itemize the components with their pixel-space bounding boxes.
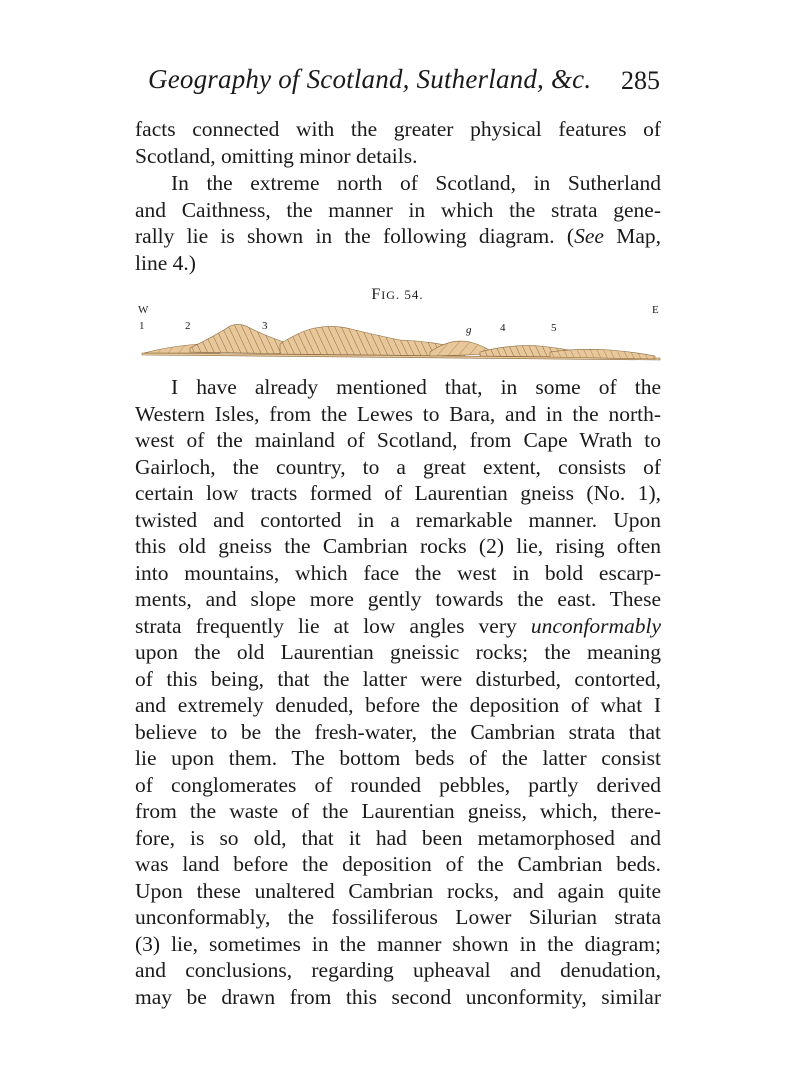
section-label-5: 5 [551,322,557,334]
text-line: Gairloch, the country, to a great extent, consists of [135,454,661,479]
text-line: strata frequently lie at low angles very unconformably [135,613,661,638]
text-line: believe to be the fresh-water, the Cambrian strata that [135,719,661,744]
text-line: In the extreme north of Scotland, in Sutherland [171,171,661,195]
section-label-4: 4 [500,322,506,334]
text-line: of this being, that the latter were disturbed, contorted, [135,666,661,691]
running-title: Geography of Scotland, Sutherland, &c. [148,64,592,94]
west-label: W [138,304,149,316]
east-label: E [652,304,659,316]
italic-emphasis: unconformably [530,613,661,638]
section-label-1: 1 [139,320,145,332]
text-line: west of the mainland of Scotland, from Cape Wrath to [135,428,661,452]
paragraph-diagram-intro [135,170,661,276]
text-line: this old gneiss the Cambrian rocks (2) lie, rising often [135,534,661,558]
text-line: Western Isles, from the Lewes to Bara, and in the north- [135,401,661,426]
paragraph-main [135,374,661,1010]
section-label-g: g [466,324,472,336]
figure-caption: FIG. 54. [371,286,424,303]
text-line: unconformably, the fossiliferous Lower Silurian strata [135,905,661,929]
italic-emphasis: See [574,224,604,248]
figure-54 [130,286,665,366]
text-line: I have already mentioned that, in some of the [171,375,661,399]
section-label-2: 2 [185,320,191,332]
text-line: twisted and contorted in a remarkable manner. Upon [135,507,661,532]
text-line: from the waste of the Laurentian gneiss, which, there- [135,799,661,823]
text-line: Upon these unaltered Cambrian rocks, and again quite [135,878,661,903]
text-line: line 4.) [135,250,196,275]
text-line: of conglomerates of rounded pebbles, partly derived [135,772,661,797]
text-line: and Caithness, the manner in which the strata gene- [135,197,661,222]
text-line: rally lie is shown in the following diagram. (See Map, [135,224,661,248]
text-line: fore, is so old, that it had been metamorphosed and [135,825,661,850]
text-line: certain low tracts formed of Laurentian gneiss (No. 1), [135,481,661,505]
paragraph-continuation [135,116,661,169]
text-line: was land before the deposition of the Cambrian beds. [135,852,661,876]
text-line: upon the old Laurentian gneissic rocks; the meaning [135,640,661,664]
text-line: and conclusions, regarding upheaval and denudation, [135,958,661,982]
text-line: and extremely denuded, before the deposition of what I [135,693,661,717]
text-line: (3) lie, sometimes in the manner shown in the diagram; [135,931,661,956]
text-line: into mountains, which face the west in bold escarp- [135,560,661,585]
text-line: ments, and slope more gently towards the east. These [135,587,661,611]
text-line: Scotland, omitting minor details. [135,143,418,168]
text-line: may be drawn from this second unconformity, similar [135,984,661,1009]
section-label-3: 3 [262,320,268,332]
text-line: facts connected with the greater physical features of [135,117,661,141]
text-line: lie upon them. The bottom beds of the latter consist [135,746,661,770]
page-number: 285 [621,66,660,95]
page-header [148,64,660,104]
